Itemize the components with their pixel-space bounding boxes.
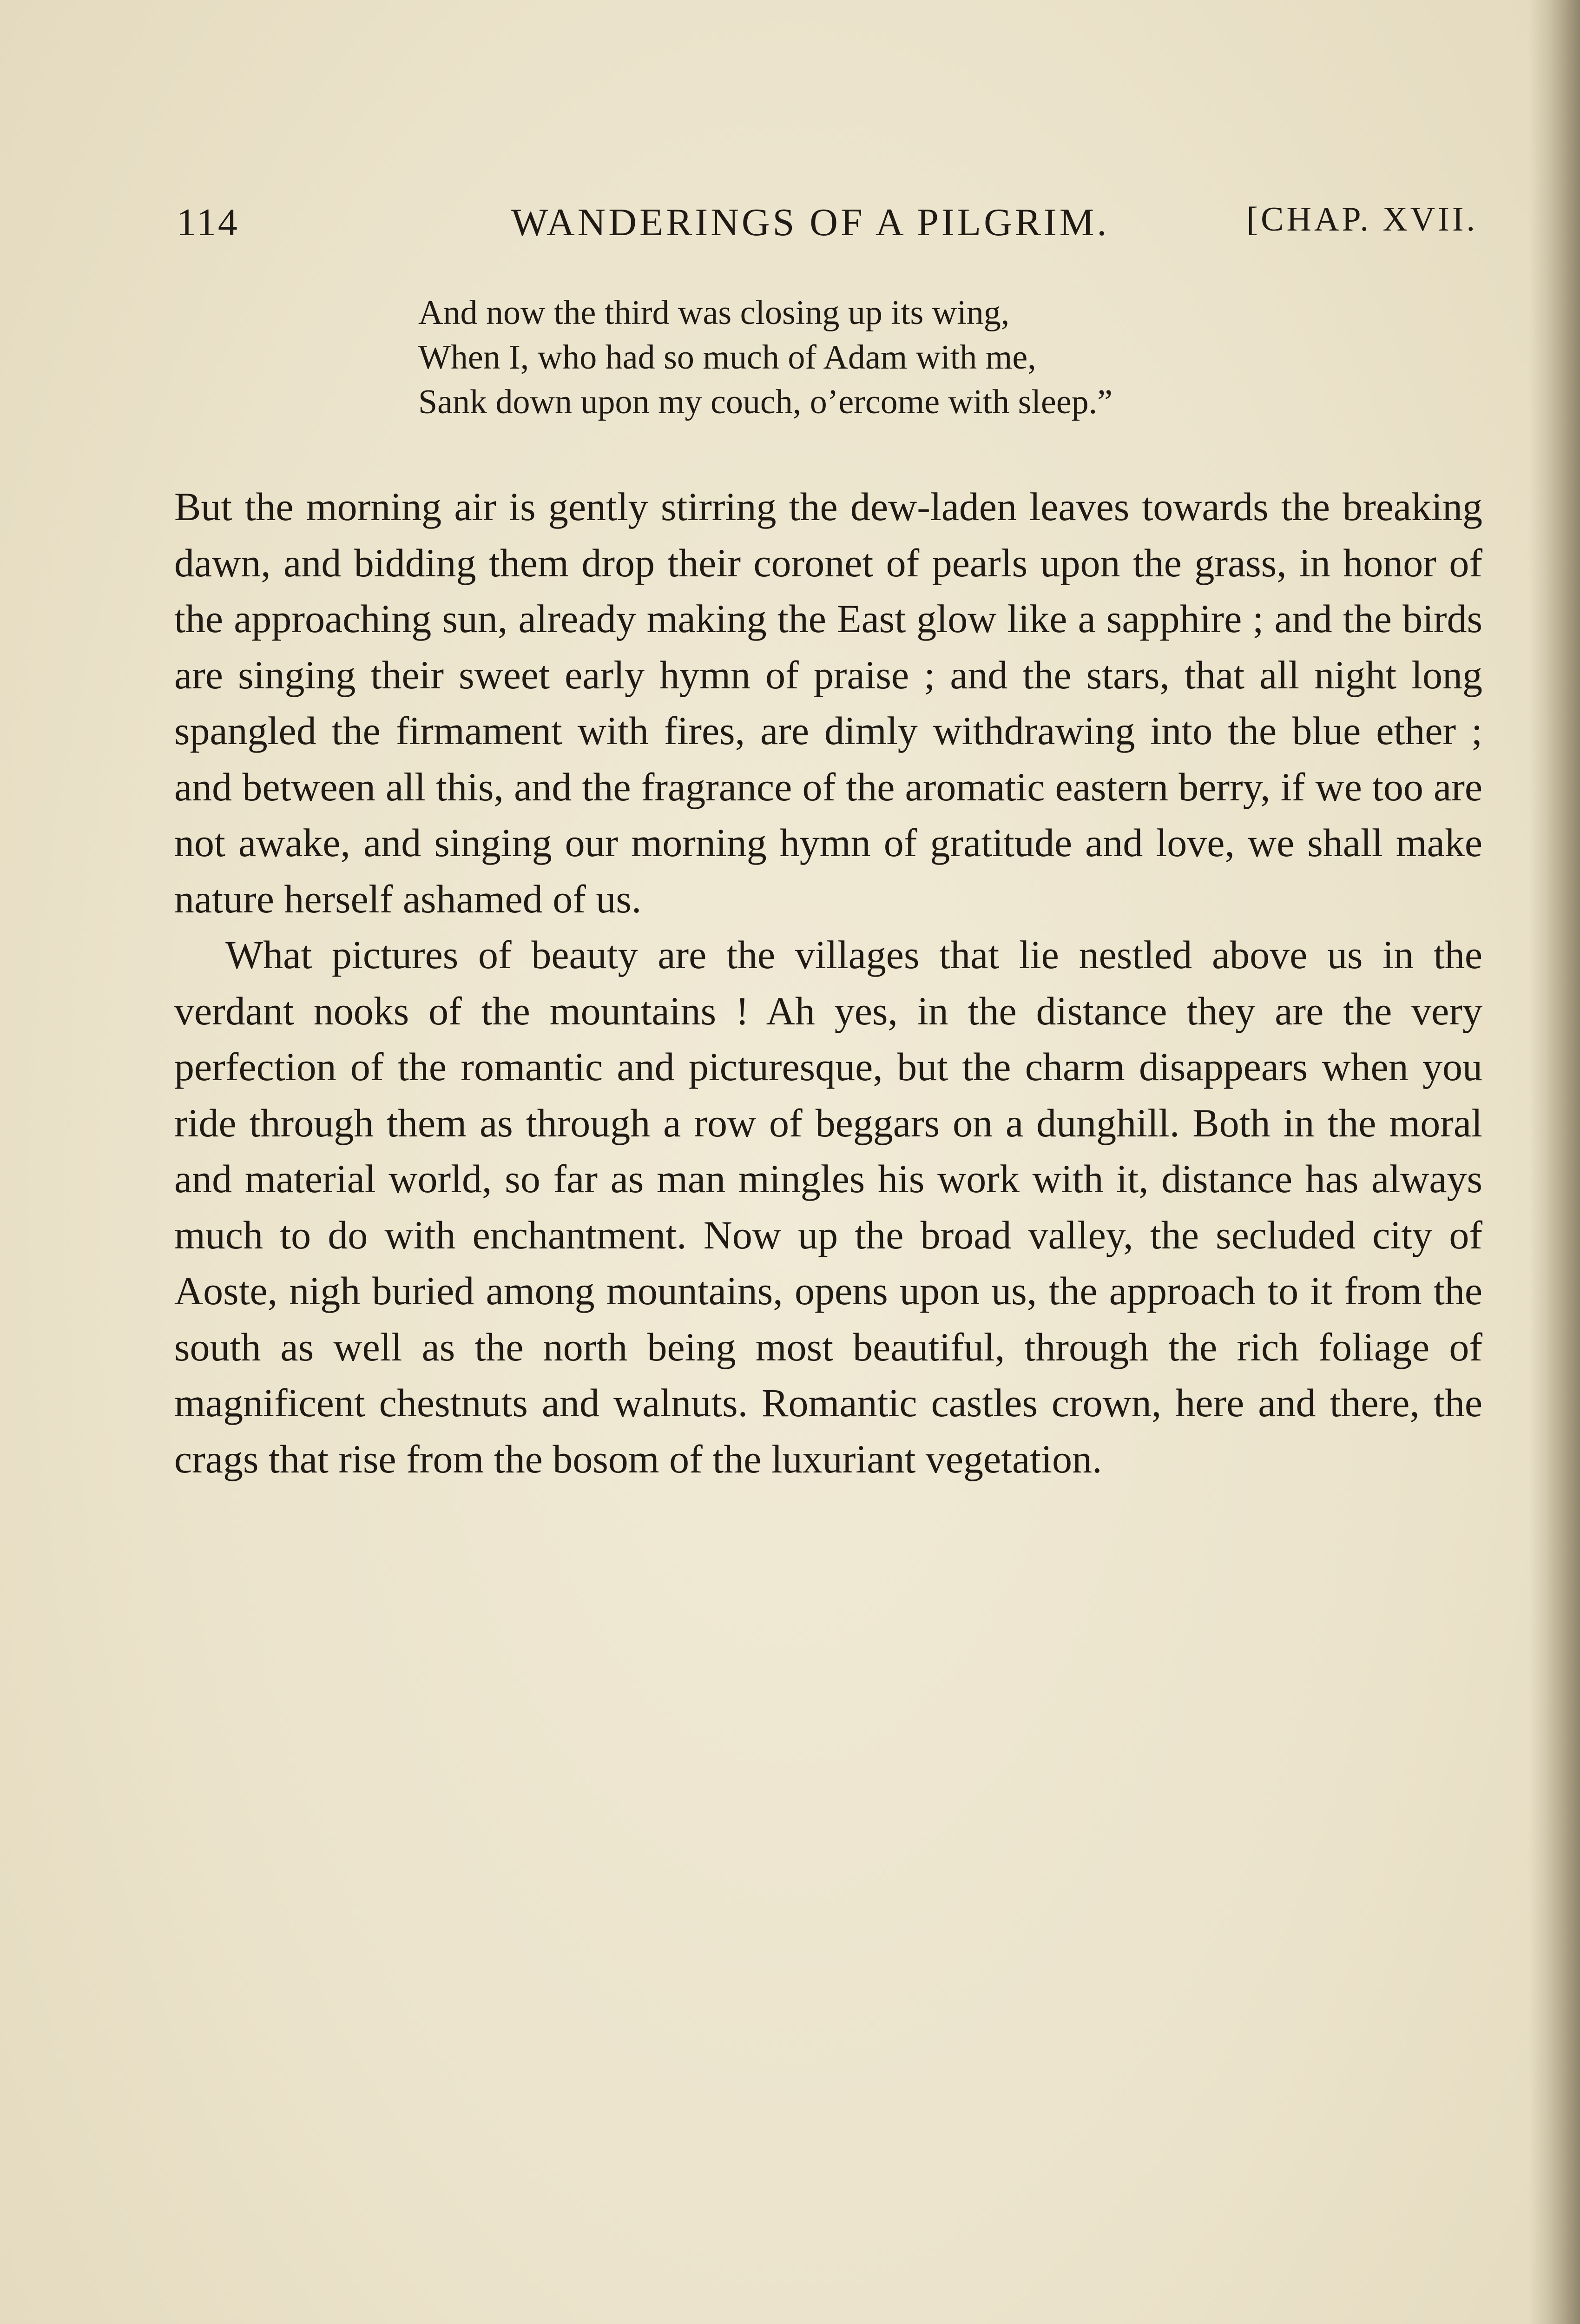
page-number: 114	[177, 201, 239, 244]
chapter-reference: [CHAP. XVII.	[1246, 200, 1478, 238]
body-text	[174, 479, 1482, 1487]
paragraph: But the morning air is gently stirring the dew-laden leaves towards the breaking dawn, and bidding them drop their coronet of pearls upon the grass, in honor of the approaching sun, already making the East glow like a sapphire ; and the birds are singing their sweet early hymn of praise ; and the stars, that all night long spangled the firmament with fires, are dimly withdrawing into the blue ether ; and between all this, and the fragrance of the aromatic eastern berry, if we too are not awake, and singing our morning hymn of gratitude and love, we shall make nature herself ashamed of us.	[174, 484, 1482, 921]
verse-quotation	[418, 290, 1394, 424]
running-header	[177, 200, 1478, 251]
verse-line: When I, who had so much of Adam with me,	[418, 338, 1036, 376]
verse-line: And now the third was closing up its wing,	[418, 294, 1010, 332]
paragraph: What pictures of beauty are the villages that lie nestled above us in the verdant nooks of the mountains ! Ah yes, in the distance they are the very perfection of the romantic and picturesque, but the charm disappears when you ride through them as through a row of beggars on a dunghill. Both in the moral and material world, so far as man mingles his work with it, distance has always much to do with enchantment. Now up the broad valley, the secluded city of Aoste, nigh buried among mountains, opens upon us, the approach to it from the south as well as the north being most beautiful, through the rich foliage of magnificent chestnuts and walnuts. Romantic castles crown, here and there, the crags that rise from the bosom of the luxuriant vegetation.	[174, 932, 1482, 1481]
running-title: WANDERINGS OF A PILGRIM.	[511, 201, 1110, 244]
page-edge	[1547, 0, 1580, 2324]
page-edge-shadow	[1529, 0, 1547, 2324]
verse-line: Sank down upon my couch, o’ercome with sleep.”	[418, 383, 1113, 421]
